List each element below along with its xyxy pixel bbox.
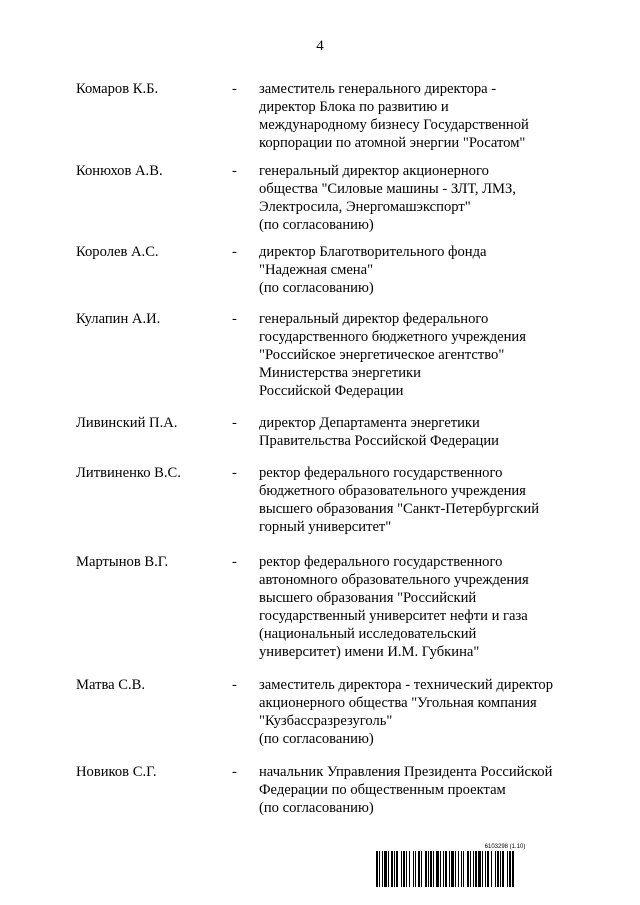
- dash-separator: -: [232, 764, 237, 780]
- member-role: [259, 80, 599, 152]
- role-line: высшего образования "Российский: [259, 590, 477, 606]
- role-line: "Российское энергетическое агентство": [259, 347, 505, 363]
- member-role: [259, 676, 599, 748]
- role-line: государственного бюджетного учреждения: [259, 329, 526, 345]
- role-line: Российской Федерации: [259, 383, 404, 399]
- member-name: Матва С.В.: [76, 677, 146, 693]
- member-role: [259, 763, 599, 817]
- role-line: автономного образовательного учреждения: [259, 572, 529, 588]
- role-line: (по согласованию): [259, 217, 374, 233]
- role-line: директор Благотворительного фонда: [259, 244, 487, 260]
- role-line: "Надежная смена": [259, 262, 374, 278]
- role-line: бюджетного образовательного учреждения: [259, 483, 526, 499]
- member-role: [259, 414, 599, 450]
- role-line: корпорации по атомной энергии "Росатом": [259, 135, 526, 151]
- role-line: (по согласованию): [259, 800, 374, 816]
- dash-separator: -: [232, 244, 237, 260]
- role-line: директор Департамента энергетики: [259, 415, 480, 431]
- member-name: Королев А.С.: [76, 244, 159, 260]
- role-line: (по согласованию): [259, 280, 374, 296]
- role-line: университет) имени И.М. Губкина": [259, 644, 480, 660]
- role-line: заместитель генерального директора -: [259, 81, 497, 97]
- member-name: Ливинский П.А.: [76, 415, 178, 431]
- role-line: международному бизнесу Государственной: [259, 117, 529, 133]
- barcode-icon: [376, 851, 594, 887]
- dash-separator: -: [232, 465, 237, 481]
- dash-separator: -: [232, 554, 237, 570]
- role-line: ректор федерального государственного: [259, 465, 503, 481]
- role-line: (по согласованию): [259, 731, 374, 747]
- role-line: ректор федерального государственного: [259, 554, 503, 570]
- role-line: Федерации по общественным проектам: [259, 782, 506, 798]
- dash-separator: -: [232, 415, 237, 431]
- role-line: Электросила, Энергомашэкспорт": [259, 199, 471, 215]
- member-name: Конюхов А.В.: [76, 163, 163, 179]
- role-line: (национальный исследовательский: [259, 626, 477, 642]
- member-role: [259, 464, 599, 536]
- member-name: Мартынов В.Г.: [76, 554, 169, 570]
- barcode-number: 6103298 (1.10): [484, 844, 526, 850]
- role-line: государственный университет нефти и газа: [259, 608, 528, 624]
- member-name: Комаров К.Б.: [76, 81, 159, 97]
- role-line: общества "Силовые машины - ЗЛТ, ЛМЗ,: [259, 181, 516, 197]
- role-line: горный университет": [259, 519, 392, 535]
- role-line: генеральный директор федерального: [259, 311, 489, 327]
- dash-separator: -: [232, 311, 237, 327]
- role-line: Правительства Российской Федерации: [259, 433, 499, 449]
- member-role: [259, 310, 599, 400]
- role-line: акционерного общества "Угольная компания: [259, 695, 537, 711]
- member-name: Новиков С.Г.: [76, 764, 157, 780]
- member-role: [259, 553, 599, 661]
- role-line: заместитель директора - технический директор: [259, 677, 554, 693]
- member-role: [259, 243, 599, 297]
- member-name: Литвиненко В.С.: [76, 465, 181, 481]
- role-line: начальник Управления Президента Российской: [259, 764, 553, 780]
- role-line: Министерства энергетики: [259, 365, 421, 381]
- dash-separator: -: [232, 163, 237, 179]
- page-number: 4: [316, 38, 324, 54]
- dash-separator: -: [232, 677, 237, 693]
- role-line: "Кузбассразрезуголь": [259, 713, 393, 729]
- role-line: генеральный директор акционерного: [259, 163, 489, 179]
- role-line: директор Блока по развитию и: [259, 99, 449, 115]
- member-name: Кулапин А.И.: [76, 311, 161, 327]
- dash-separator: -: [232, 81, 237, 97]
- member-role: [259, 162, 599, 234]
- document-barcode: [376, 844, 594, 887]
- role-line: высшего образования "Санкт-Петербургский: [259, 501, 540, 517]
